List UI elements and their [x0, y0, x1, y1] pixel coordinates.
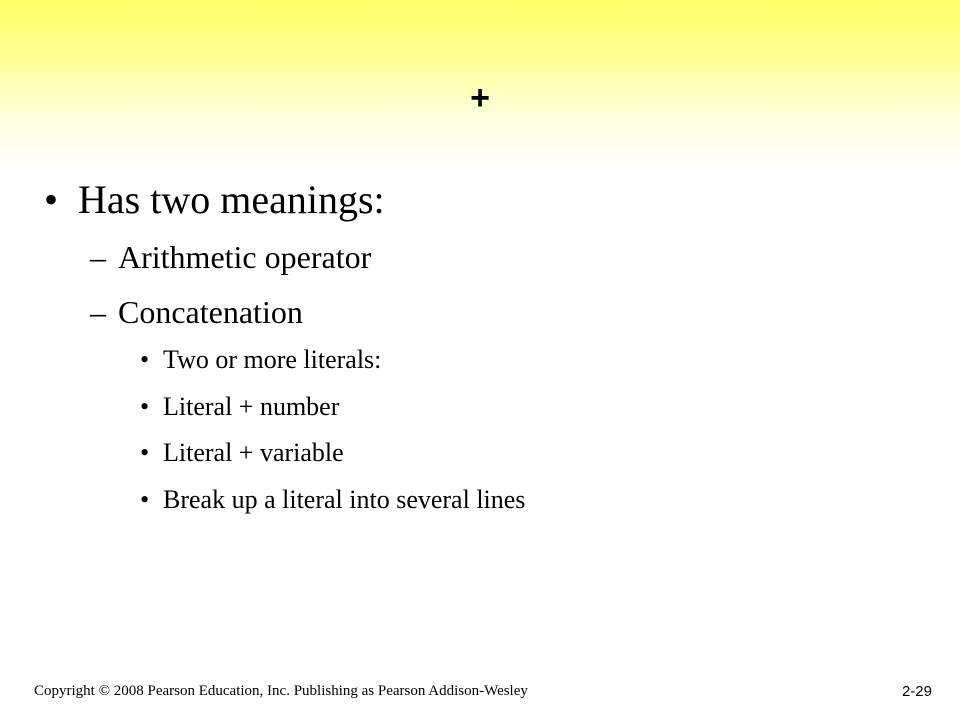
sub-subbullet-text: Break up a literal into several lines: [163, 485, 526, 514]
bullet-marker: •: [140, 345, 150, 374]
sub-subbullet-item-break-up-literal: [140, 485, 525, 515]
slide-number: 2-29: [901, 683, 932, 700]
bullet-item-has-two-meanings: [44, 176, 385, 224]
bullet-text: Has two meanings:: [78, 177, 385, 222]
subbullet-item-concatenation: [90, 293, 303, 331]
subbullet-text: Concatenation: [118, 294, 303, 330]
sub-subbullet-item-two-or-more-literals: [140, 345, 381, 375]
sub-subbullet-text: Literal + number: [163, 392, 340, 421]
bullet-marker: •: [140, 392, 150, 421]
bullet-marker: •: [140, 485, 150, 514]
slide-title: +: [470, 79, 490, 117]
dash-marker: –: [90, 294, 106, 330]
sub-subbullet-item-literal-plus-variable: [140, 438, 344, 468]
sub-subbullet-text: Literal + variable: [163, 438, 344, 467]
bullet-marker: •: [44, 177, 59, 222]
dash-marker: –: [90, 239, 106, 275]
bullet-marker: •: [140, 438, 150, 467]
sub-subbullet-text: Two or more literals:: [163, 345, 382, 374]
sub-subbullet-item-literal-plus-number: [140, 392, 339, 422]
subbullet-item-arithmetic-operator: [90, 238, 371, 276]
copyright-footer: Copyright © 2008 Pearson Education, Inc. Publishing as Pearson Addison-Wesley: [34, 683, 528, 699]
subbullet-text: Arithmetic operator: [118, 239, 372, 275]
